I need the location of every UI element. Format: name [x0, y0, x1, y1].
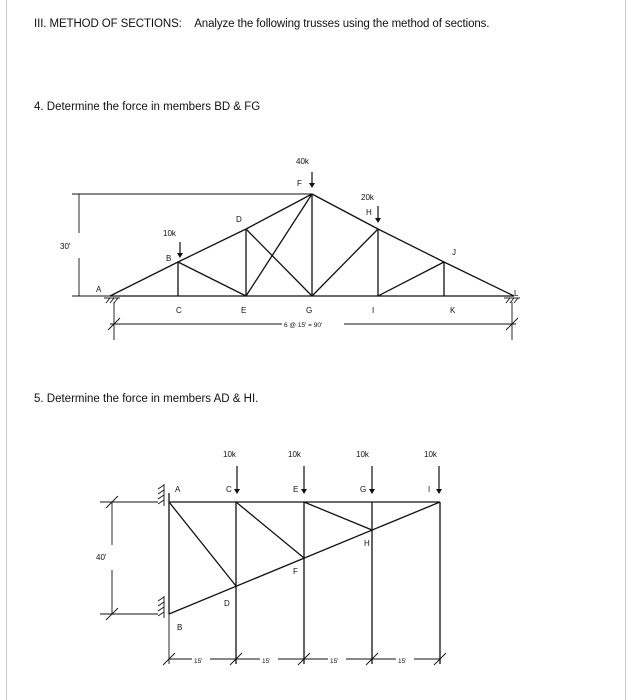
top-chord-right	[312, 194, 514, 296]
load5-G-label: 10k	[356, 450, 369, 459]
section-title: III. METHOD OF SECTIONS:	[34, 18, 182, 30]
node-E: E	[241, 306, 247, 315]
member-GH	[312, 229, 378, 296]
load-F-label: 40k	[296, 157, 309, 166]
spacing-label-2: 15'	[262, 658, 271, 665]
node-H: H	[366, 208, 372, 217]
load5-I-arrowhead	[436, 489, 442, 494]
spacing-label-4: 15'	[398, 658, 407, 665]
node-L: L	[514, 289, 519, 298]
wall-hatch-bottom	[158, 596, 164, 618]
node-B: B	[166, 254, 172, 263]
spacing-label-3: 15'	[330, 658, 339, 665]
load5-C-label: 10k	[223, 450, 236, 459]
load-B-arrowhead	[177, 253, 183, 258]
member-EF	[246, 194, 312, 296]
height-label: 30'	[60, 242, 71, 251]
node-C: C	[176, 306, 182, 315]
member-EH	[304, 502, 372, 530]
member-BE	[178, 262, 246, 296]
load5-E-label: 10k	[288, 450, 301, 459]
load5-I-label: 10k	[424, 450, 437, 459]
member-DG	[246, 229, 312, 296]
section-instruction: Analyze the following trusses using the method of sections.	[194, 18, 490, 30]
node5-F: F	[293, 567, 298, 576]
node-F: F	[297, 179, 302, 188]
node-D: D	[236, 215, 242, 224]
node-G: G	[306, 306, 313, 315]
node5-I: I	[428, 485, 431, 494]
node5-G: G	[360, 485, 367, 494]
problem-5-prompt: 5. Determine the force in members AD & HI.	[34, 393, 259, 405]
load5-E-arrowhead	[301, 489, 307, 494]
load5-G-arrowhead	[369, 489, 375, 494]
span-label: 6 @ 15' = 90'	[284, 322, 323, 329]
node5-H: H	[364, 539, 370, 548]
node5-D: D	[224, 599, 230, 608]
node5-C: C	[226, 485, 232, 494]
node-I: I	[372, 306, 375, 315]
node-J: J	[452, 248, 456, 257]
node-A: A	[96, 285, 102, 294]
member-CF	[236, 502, 304, 558]
problem-4-truss	[60, 157, 520, 340]
load-H-label: 20k	[361, 193, 374, 202]
problem-5-truss	[96, 450, 446, 665]
problem-4-prompt: 4. Determine the force in members BD & FG	[34, 101, 261, 113]
node5-E: E	[293, 485, 299, 494]
height5-label: 40'	[96, 553, 107, 562]
load5-C-arrowhead	[234, 489, 240, 494]
load-H-arrowhead	[375, 218, 381, 223]
load-B-label: 10k	[163, 229, 176, 238]
node5-B: B	[177, 623, 183, 632]
node5-A: A	[175, 485, 181, 494]
member-AD	[169, 502, 236, 586]
load-F-arrowhead	[309, 183, 315, 188]
support-A	[104, 298, 120, 303]
spacing-label-1: 15'	[194, 658, 203, 665]
node-K: K	[450, 306, 456, 315]
wall-hatch-top	[158, 484, 164, 506]
top-chord-left	[110, 194, 312, 296]
member-IJ	[378, 262, 444, 296]
